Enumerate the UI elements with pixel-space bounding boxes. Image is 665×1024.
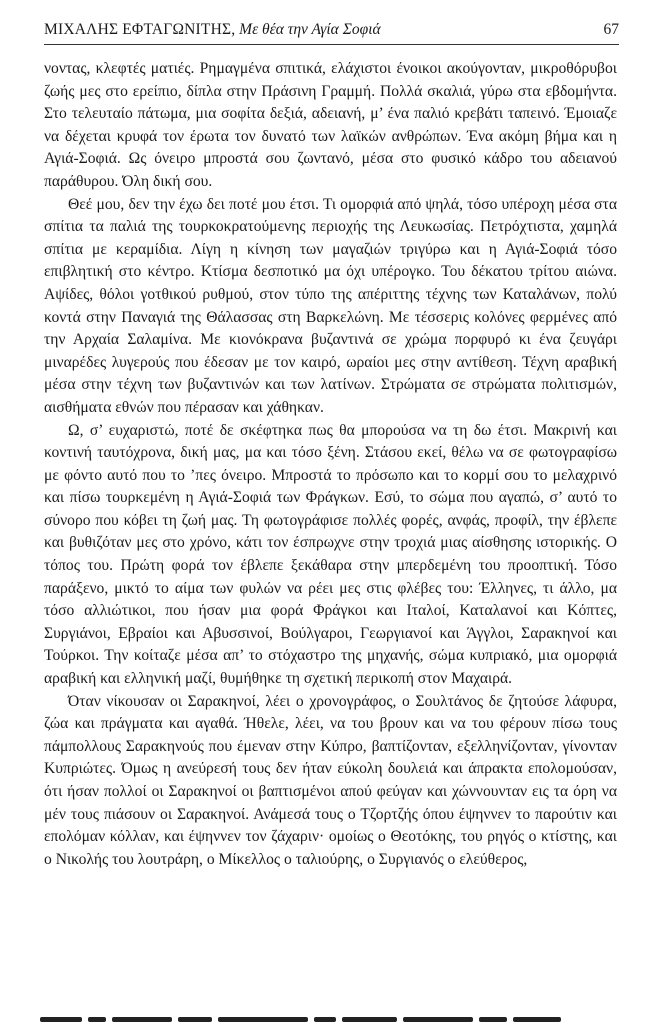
next-page-bleed-through bbox=[40, 1008, 620, 1024]
paragraph-4: Όταν νίκουσαν οι Σαρακηνοί, λέει ο χρονογράφος, ο Σουλτάνος δε ζητούσε λάφυρα, ζώα και πράγματα και αγαθά. Ήθελε, λέει, να του βρουν και να του φέρουν πίσω τους πάμπολλους Σαρακηνούς που έμεναν στην Κύπρο, βαπτίζονταν, εξελληνίζονταν, γίνονταν Κυπριώτες. Όμως η ανεύρεσή τους δεν ήταν εύκολη δουλειά και άπρακτα επολομούσαν, ότι ήσαν πολλοί οι Σαρακηνοί οι βαπτισμένοι απού φεύγαν και χώννουνταν εις τα όρη να μέν τους πιάσουν οι Σαρακηνοί. Ανάμεσά τους ο Τζορτζής όπου έψηννεν το παρούτιν και επολόμαν κόλλαν, και έψηννεν τον ζάχαριν· ομοίως ο Θεοτόκης, του ρηγός ο κτίστης, και ο Νικολής του λουτράρη, ο Μίκελλος ο ταλιούρης, ο Συργιανός ο ελεύθερος, bbox=[44, 692, 617, 868]
header-book-title: Με θέα την Αγία Σοφιά bbox=[239, 21, 381, 38]
running-header bbox=[44, 18, 619, 45]
paragraph-1: νοντας, κλεφτές ματιές. Ρημαγμένα σπιτικά, ελάχιστοι ένοικοι ακούγονταν, μικροθόρυβοι ζωής μες στο ερείπιο, δίπλα στην Πράσινη Γραμμή. Πολλά σκαλιά, γύρω στα εβδομήντα. Στο τελευταίο πάτωμα, μια σοφίτα δεξιά, αδειανή, μ’ ένα παλιό κρεβάτι ταπεινό. Έμοιαζε να δέχεται κρυφά τον έρωτα τον δυνατό των λαϊκών ανθρώπων. Ένα ακόμη βήμα και η Αγιά-Σοφιά. Ως όνειρο μπροστά σου ζωντανό, μέσα στο φυσικό κάδρο του αδειανού παράθυρου. Όλη δική σου. bbox=[44, 60, 617, 190]
header-author: ΜΙΧΑΛΗΣ ΕΦΤΑΓΩΝΙΤΗΣ, bbox=[44, 21, 236, 38]
paragraph-2: Θεέ μου, δεν την έχω δει ποτέ μου έτσι. Τι ομορφιά από ψηλά, τόσο υπέροχη μέσα στα σπίτια τα παλιά της τουρκοκρατούμενης περιοχής της Λευκωσίας. Πετρόχτιστα, χαμηλά σπίτια με κεραμίδια. Λίγη η κίνηση των μαγαζιών τριγύρω και η Αγιά-Σοφιά τόσο επιβλητική στο κέντρο. Κτίσμα δεσποτικό μα όχι υπέρογκο. Του δέκατου τρίτου αιώνα. Αψίδες, θόλοι γοτθικού ρυθμού, στον τύπο της απέριττης τέχνης των Καταλάνων, πολύ κοντά στην Παναγιά της Θάλασσας στη Βαρκελώνη. Με τέσσερις κολόνες φερμένες από την Αρχαία Σαλαμίνα. Με κιονόκρανα βυζαντινά σε χρώμα πορφυρό κι ένα ζευγάρι μιναρέδες λυγερούς που έδεσαν με τον καιρό, ωραίοι μες στην αντίθεση. Τέχνη αραβική μέσα στην τέχνη των βυζαντινών και των λατίνων. Στρώματα σε στρώματα πολιτισμών, αισθήματα εθνών που πέρασαν και χάθηκαν. bbox=[44, 195, 617, 416]
page-number: 67 bbox=[603, 21, 619, 38]
paragraph-3: Ω, σ’ ευχαριστώ, ποτέ δε σκέφτηκα πως θα μπορούσα να τη δω έτσι. Μακρινή και κοντινή ταυτόχρονα, δική μας, μα και τόσο ξένη. Στάσου εκεί, θέλω να σε φωτογραφίσω με φόντο αυτό που το ’πες όνειρο. Μπροστά το πρόσωπο και το κορμί σου το μελαχρινό και πίσω τουρκεμένη η Αγιά-Σοφιά των Φράγκων. Εσύ, το σώμα που αγαπώ, σ’ αυτό το σύνορο που κόβει τη ζωή μας. Τη φωτογράφισε πολλές φορές, ανφάς, προφίλ, την έβλεπε και βυθιζόταν μες στο χρόνο, κάτι τον έσπρωχνε στην τροχιά μιας αίσθησης ιστορικής. Ο τόπος του. Πρώτη φορά τον έβλεπε ξεκάθαρα στην μπερδεμένη του προοπτική. Τόσο παράξενο, μικτό το αίμα των φυλών να ρέει μες στις φλέβες του: Έλληνες, τι άλλο, μα τόσο αλλιώτικοι, που ήσαν μια φορά Φράγκοι και Ιταλοί, Καταλανοί και Κόπτες, Συργιάνοι, Εβραίοι και Αβυσσινοί, Βούλγαροι, Γεωργιανοί και Άγγλοι, Σαρακηνοί και Τούρκοι. Την κοίταζε μέσα απ’ το στόχαστρο της μηχανής, σώμα κυπριακό, μια ομορφιά αραβική και ελληνική μαζί, θυμήθηκε τη σχετική περικοπή στον Μαχαιρά. bbox=[44, 421, 617, 688]
page-body-text bbox=[44, 58, 617, 871]
